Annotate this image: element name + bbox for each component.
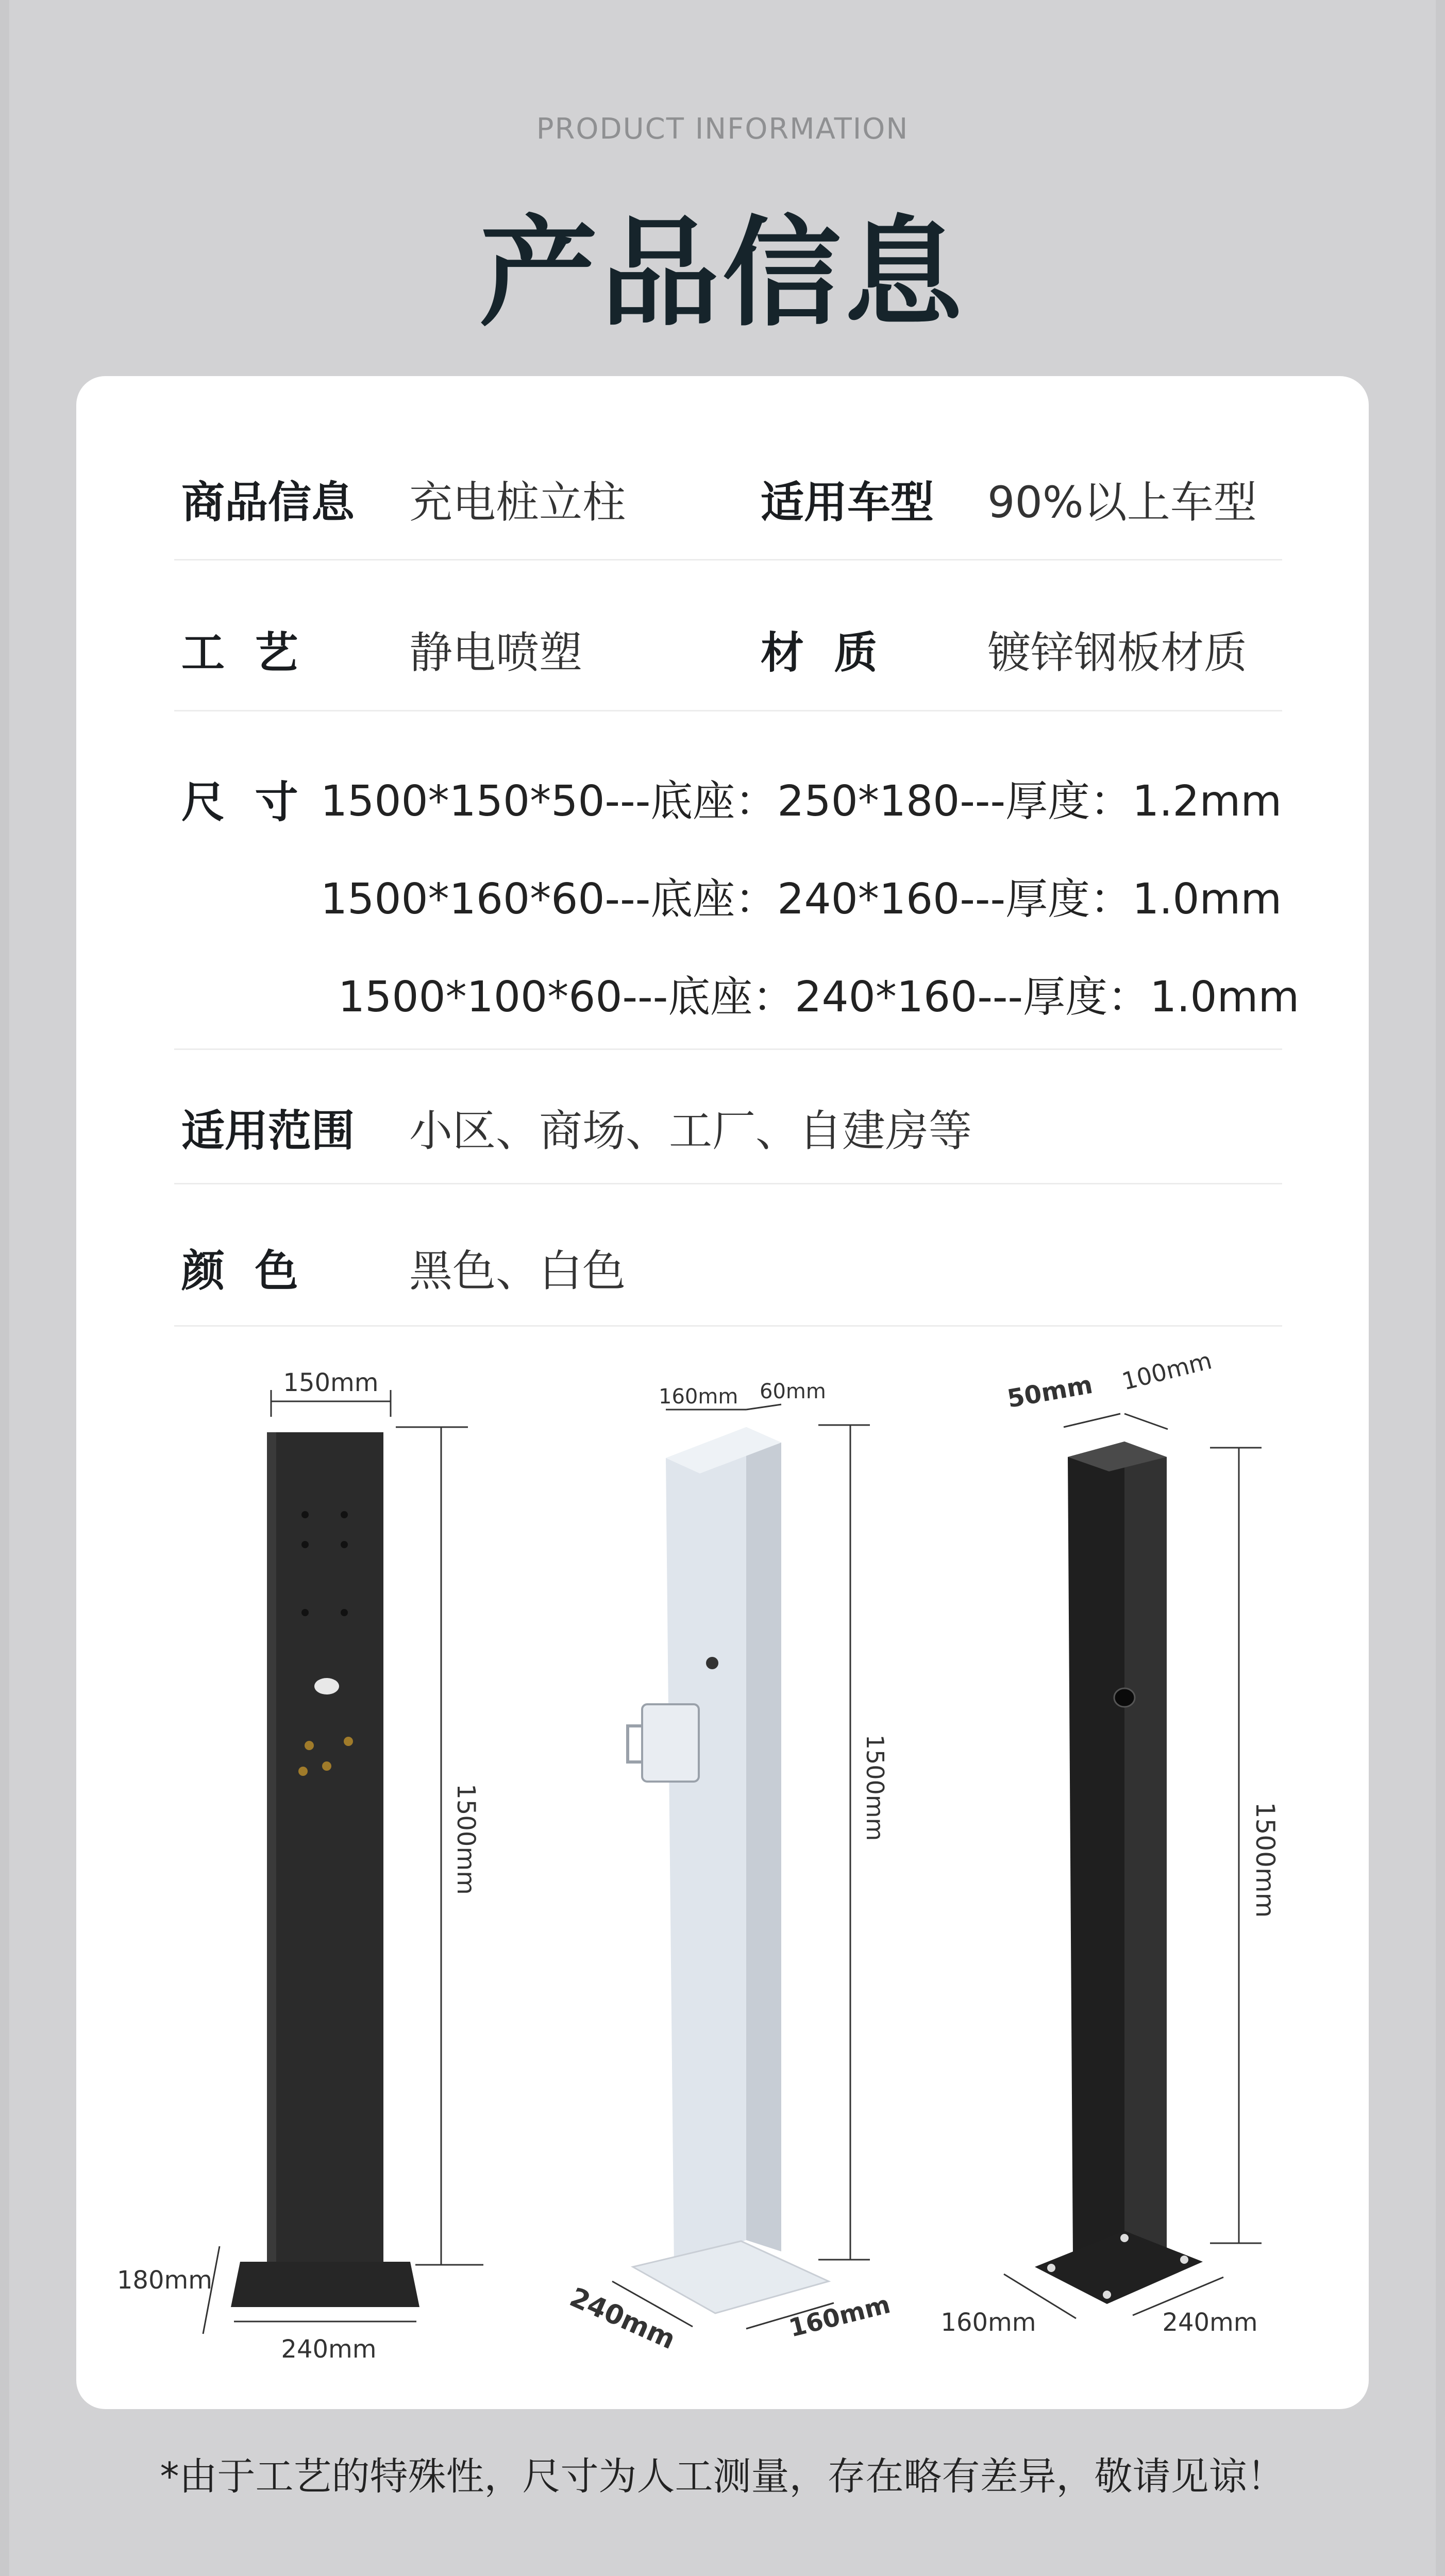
bolt [305,1741,314,1750]
product-info-card [76,376,1369,2409]
mount-hole [341,1609,348,1616]
post-front-face [666,1427,746,2267]
post-front-face [1068,1442,1124,2257]
anchor-hole [1103,2291,1111,2299]
color-label: 颜 色 [181,1246,298,1296]
base-depth-label: 160mm [786,2290,894,2343]
base-width-label: 240mm [1162,2308,1258,2337]
vehicle-type-value: 90%以上车型 [987,477,1257,528]
post-edge [267,1432,276,2293]
eyebrow-text: PRODUCT INFORMATION [536,112,909,146]
size-label: 尺 寸 [181,777,298,827]
product-name-value: 充电桩立柱 [409,477,626,528]
charger-bracket [642,1704,699,1782]
dimension-line [1064,1414,1120,1427]
bolt [298,1767,308,1776]
product-name-label: 商品信息 [181,477,355,528]
bolt [322,1761,331,1771]
post-side-face [746,1427,781,2251]
post-side-face [1124,1442,1167,2256]
top-depth-label: 60mm [760,1380,826,1403]
top-width-label: 150mm [283,1368,379,1397]
color-value: 黑色、白色 [409,1246,626,1296]
mount-hole [301,1609,309,1616]
height-label: 1500mm [1250,1802,1280,1918]
anchor-hole [1180,2256,1188,2264]
craft-value: 静电喷塑 [409,628,583,678]
post-base [1035,2231,1203,2304]
top-width-label: 160mm [659,1385,738,1409]
white-post-angled [565,1380,893,2355]
height-label: 1500mm [861,1734,889,1841]
scope-label: 适用范围 [181,1106,355,1156]
disclaimer-footnote: *由于工艺的特殊性，尺寸为人工测量，存在略有差异，敬请见谅！ [160,2454,1285,2499]
cable-hole [706,1657,718,1669]
dimension-line [746,1404,781,1410]
product-illustrations [76,376,1369,2409]
craft-label: 工 艺 [181,628,298,678]
top-width-label: 100mm [1119,1346,1215,1396]
scope-value: 小区、商场、工厂、自建房等 [409,1106,972,1156]
size-line-1: 1500*150*50---底座：250*180---厚度：1.2mm [321,777,1282,826]
post-base [633,2241,829,2313]
mount-hole [341,1511,348,1518]
cable-hole [1114,1688,1135,1707]
bracket-hook [628,1726,642,1762]
dimension-line [1124,1414,1168,1429]
size-line-3: 1500*100*60---底座：240*160---厚度：1.0mm [338,973,1300,1022]
base-width-label: 240mm [565,2282,680,2356]
base-depth-label: 160mm [940,2308,1036,2337]
black-post-angled [940,1346,1280,2337]
mount-hole [301,1541,309,1548]
anchor-hole [1047,2264,1055,2272]
post-base [231,2262,419,2307]
bolt [344,1737,353,1746]
post-body [267,1432,383,2293]
material-value: 镀锌钢板材质 [987,628,1248,678]
anchor-hole [1120,2234,1129,2242]
height-label: 1500mm [451,1784,480,1895]
vehicle-type-label: 适用车型 [761,477,934,528]
base-width-label: 240mm [281,2335,377,2364]
page-title: 产品信息 [479,205,966,343]
mount-hole [341,1541,348,1548]
black-post-front [117,1368,483,2364]
top-depth-label: 50mm [1005,1370,1095,1414]
base-depth-label: 180mm [116,2266,212,2295]
size-line-2: 1500*160*60---底座：240*160---厚度：1.0mm [321,875,1282,924]
mount-hole [301,1511,309,1518]
material-label: 材 质 [761,628,878,678]
cable-hole [314,1678,339,1694]
